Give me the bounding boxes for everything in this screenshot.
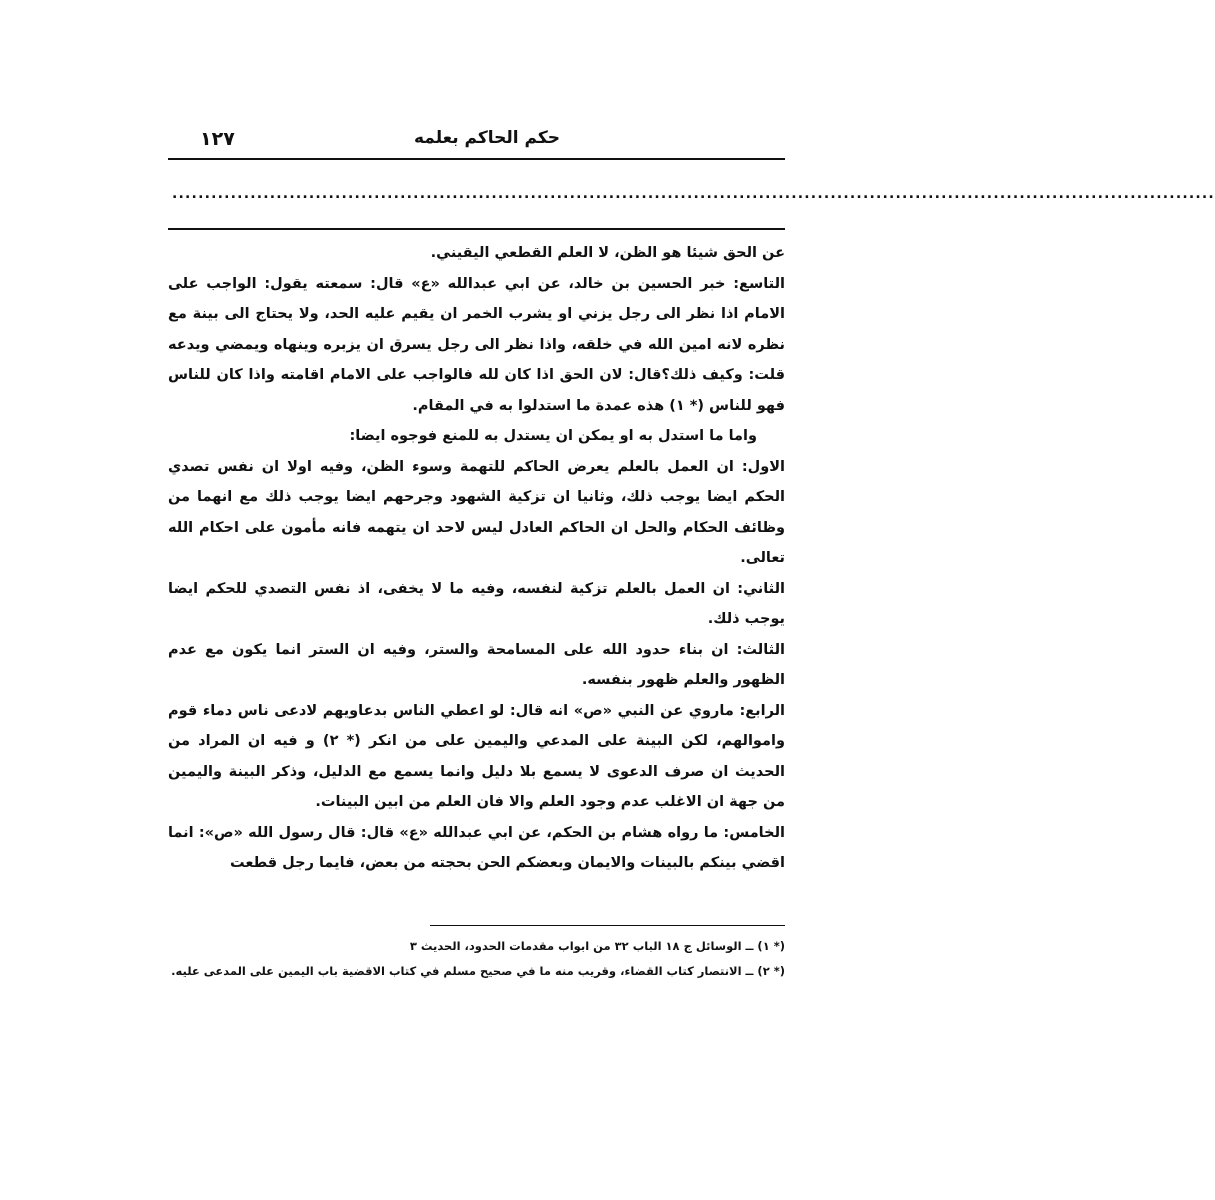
footnote: (* ١) ــ الوسائل ج ١٨ الباب ٣٢ من ابواب مقدمات الحدود، الحديث ٣: [409, 939, 785, 953]
dotted-separator: ................................................................................................................................................................: [172, 186, 1215, 202]
page-header: [170, 128, 785, 160]
paragraph: التاسع: خبر الحسين بن خالد، عن ابي عبدالله «ع» قال: سمعته يقول: الواجب على الامام اذا نظر الى رجل يزني او يشرب الخمر ان يقيم عليه الحد، ولا يحتاج الى بينة مع نظره لانه امين الله في خلقه، واذا نظر الى رجل يسرق ان يزبره وينهاه ويمضي ويدعه قلت: وكيف ذلك؟قال: لان الحق اذا كان لله فالواجب على الامام اقامته واذا كان للناس فهو للناس (* ١) هذه عمدة ما استدلوا به في المقام.: [168, 275, 785, 414]
body-text: [168, 238, 785, 879]
header-rule: [168, 158, 785, 160]
paragraph: عن الحق شيئا هو الظن، لا العلم القطعي اليقيني.: [430, 245, 785, 261]
body-top-rule: [168, 228, 785, 230]
paragraph: الخامس: ما رواه هشام بن الحكم، عن ابي عبدالله «ع» قال: قال رسول الله «ص»: انما اقضي بينكم بالبينات والايمان وبعضكم الحن بحجته من بعض، فايما رجل قطعت: [168, 824, 785, 871]
paragraph: الرابع: ماروي عن النبي «ص» انه قال: لو اعطي الناس بدعاويهم لادعى ناس دماء قوم واموالهم، لكن البينة على المدعي واليمين على من انكر (* ٢) و فيه ان المراد من الحديث ان صرف الدعوى لا يسمع بلا دليل وانما يسمع مع الدليل، وذكر البينة واليمين من جهة ان الاغلب عدم وجود العلم والا فان العلم من ابين البينات.: [168, 702, 785, 810]
paragraph: واما ما استدل به او يمكن ان يستدل به للمنع فوجوه ايضا:: [349, 428, 757, 444]
paragraph: الثالث: ان بناء حدود الله على المسامحة والستر، وفيه ان الستر انما يكون مع عدم الظهور والعلم ظهور بنفسه.: [168, 641, 785, 688]
footnotes: [168, 934, 785, 984]
footnote-divider: [430, 925, 785, 926]
footnote: (* ٢) ــ الانتصار كتاب القضاء، وقريب منه ما في صحيح مسلم في كتاب الاقضية باب اليمين على المدعى عليه.: [171, 964, 785, 978]
page-number: ١٢٧: [200, 128, 235, 150]
running-title: حكم الحاكم بعلمه: [414, 128, 560, 148]
paragraph: الاول: ان العمل بالعلم يعرض الحاكم للتهمة وسوء الظن، وفيه اولا ان نفس تصدي الحكم ايضا يوجب ذلك، وثانيا ان تزكية الشهود وجرحهم ايضا يوجب ذلك مع انهما من وظائف الحكام والحل ان الحاكم العادل ليس لاحد ان يتهمه فانه مأمون على احكام الله تعالى.: [168, 458, 785, 566]
paragraph: الثاني: ان العمل بالعلم تزكية لنفسه، وفيه ما لا يخفى، اذ نفس التصدي للحكم ايضا يوجب ذلك.: [168, 580, 785, 627]
